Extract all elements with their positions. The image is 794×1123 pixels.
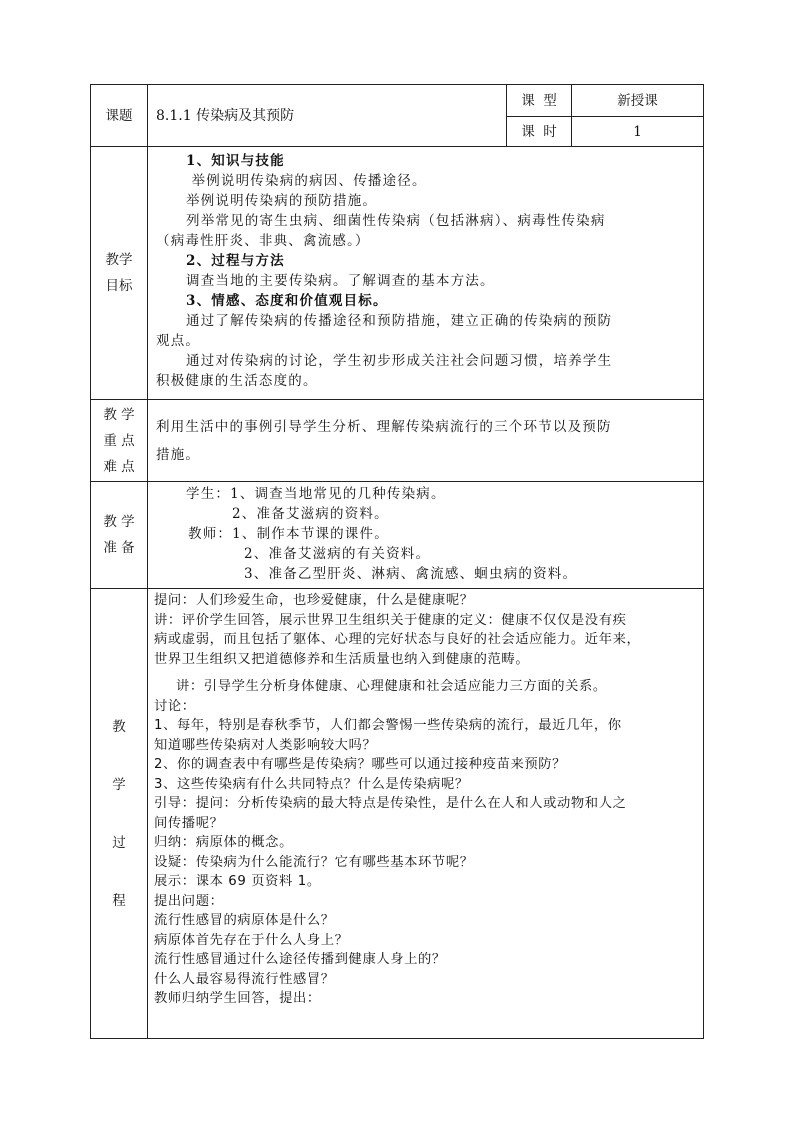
goals-label (91, 147, 148, 400)
lesson-hours-value: 1 (572, 117, 704, 147)
goals-label-line2: 目标 (105, 278, 133, 294)
process-label-char: 过 (112, 834, 126, 851)
process-line: 讲：引导学生分析身体健康、心理健康和社会适应能力三方面的关系。 (176, 679, 607, 694)
process-line: 讨论： (154, 698, 196, 714)
key-points-line: 措施。 (156, 446, 201, 463)
process-label-char: 学 (112, 776, 126, 793)
lesson-type-value: 新授课 (572, 85, 704, 117)
process-line: 归纳：病原体的概念。 (154, 835, 293, 850)
process-line: 间传播呢？ (154, 815, 224, 831)
process-line: 展示：课本 69 页资料 1。 (154, 874, 321, 889)
process-line: 2、你的调查表中有哪些是传染病？哪些可以通过接种疫苗来预防？ (154, 757, 567, 772)
process-line: 病原体首先存在于什么人身上？ (154, 932, 349, 948)
goal-line: 1、知识与技能 (186, 153, 285, 169)
process-line: 病或虚弱，而且包括了躯体、心理的完好状态与良好的社会适应能力。近年来， (154, 632, 641, 647)
process-content (148, 589, 704, 1039)
goal-line: 2、过程与方法 (186, 253, 285, 269)
process-label-char: 程 (112, 892, 126, 909)
process-line: 讲：评价学生回答，展示世界卫生组织关于健康的定义：健康不仅仅是没有疾 (154, 612, 627, 628)
prep-line: 教师：1、制作本节课的课件。 (188, 526, 389, 542)
goal-line: 举例说明传染病的预防措施。 (186, 193, 378, 209)
process-line: 流行性感冒通过什么途径传播到健康人身上的？ (154, 952, 446, 967)
lesson-hours-label: 课 时 (507, 117, 572, 147)
process-line: 提出问题： (154, 893, 224, 909)
goal-line: （病毒性肝炎、非典、禽流感。） (156, 233, 370, 249)
key-points-line: 利用生活中的事例引导学生分析、理解传染病流行的三个环节以及预防 (156, 418, 612, 435)
prep-label-line1: 教 学 (103, 514, 135, 530)
process-line: 知道哪些传染病对人类影响较大吗？ (154, 737, 377, 753)
process-line: 1、每年，特别是春秋季节，人们都会警惕一些传染病的流行，最近几年，你 (154, 718, 622, 733)
process-label-char: 教 (112, 718, 126, 735)
lesson-title: 8.1.1 传染病及其预防 (148, 85, 507, 147)
process-line: 世界卫生组织又把道德修养和生活质量也纳入到健康的范畴。 (154, 651, 530, 667)
goal-line: 举例说明传染病的病因、传播途径。 (186, 173, 427, 189)
prep-content (148, 482, 704, 589)
lesson-type-label: 课 型 (507, 85, 572, 117)
key-points-label-line3: 难 点 (103, 458, 135, 475)
process-label (91, 589, 148, 1039)
goal-line: 调查当地的主要传染病。了解调查的基本方法。 (186, 273, 495, 289)
process-line: 设疑：传染病为什么能流行？它有哪些基本环节呢？ (154, 854, 474, 870)
prep-line: 2、准备艾滋病的有关资料。 (244, 546, 431, 562)
title-label: 课题 (91, 85, 148, 147)
key-points-label-line2: 重 点 (103, 432, 135, 449)
goals-content (148, 147, 704, 400)
goal-line: 观点。 (156, 333, 201, 349)
goal-line: 列举常见的寄生虫病、细菌性传染病（包括淋病）、病毒性传染病 (186, 213, 606, 229)
prep-line: 2、准备艾滋病的资料。 (232, 506, 389, 522)
process-line: 提问：人们珍爱生命，也珍爱健康，什么是健康呢？ (154, 593, 474, 608)
goal-line: 通过了解传染病的传播途径和预防措施，建立正确的传染病的预防 (186, 313, 613, 329)
process-line: 教师归纳学生回答，提出： (154, 991, 321, 1006)
goal-line: 3、情感、态度和价值观目标。 (186, 293, 388, 309)
process-line: 引导：提问：分析传染病的最大特点是传染性，是什么在人和人或动物和人之 (154, 796, 627, 811)
lesson-plan-table (90, 84, 704, 1039)
goal-line: 通过对传染病的讨论，学生初步形成关注社会问题习惯，培养学生 (186, 353, 613, 369)
prep-label-line2: 准 备 (103, 540, 135, 556)
goal-line: 积极健康的生活态度的。 (156, 373, 318, 389)
process-line: 流行性感冒的病原体是什么？ (154, 913, 335, 928)
key-points-label-line1: 教 学 (103, 406, 135, 423)
process-line: 3、这些传染病有什么共同特点？什么是传染病呢？ (154, 776, 469, 792)
prep-line: 学生：1、调查当地常见的几种传染病。 (186, 486, 446, 502)
lesson-plan-page (90, 84, 703, 1039)
goals-label-line1: 教学 (105, 252, 133, 268)
prep-line: 3、准备乙型肝炎、淋病、禽流感、蛔虫病的资料。 (244, 566, 578, 582)
key-points-content (148, 400, 704, 482)
key-points-label (91, 400, 148, 482)
process-line: 什么人最容易得流行性感冒？ (154, 971, 335, 987)
prep-label (91, 482, 148, 589)
